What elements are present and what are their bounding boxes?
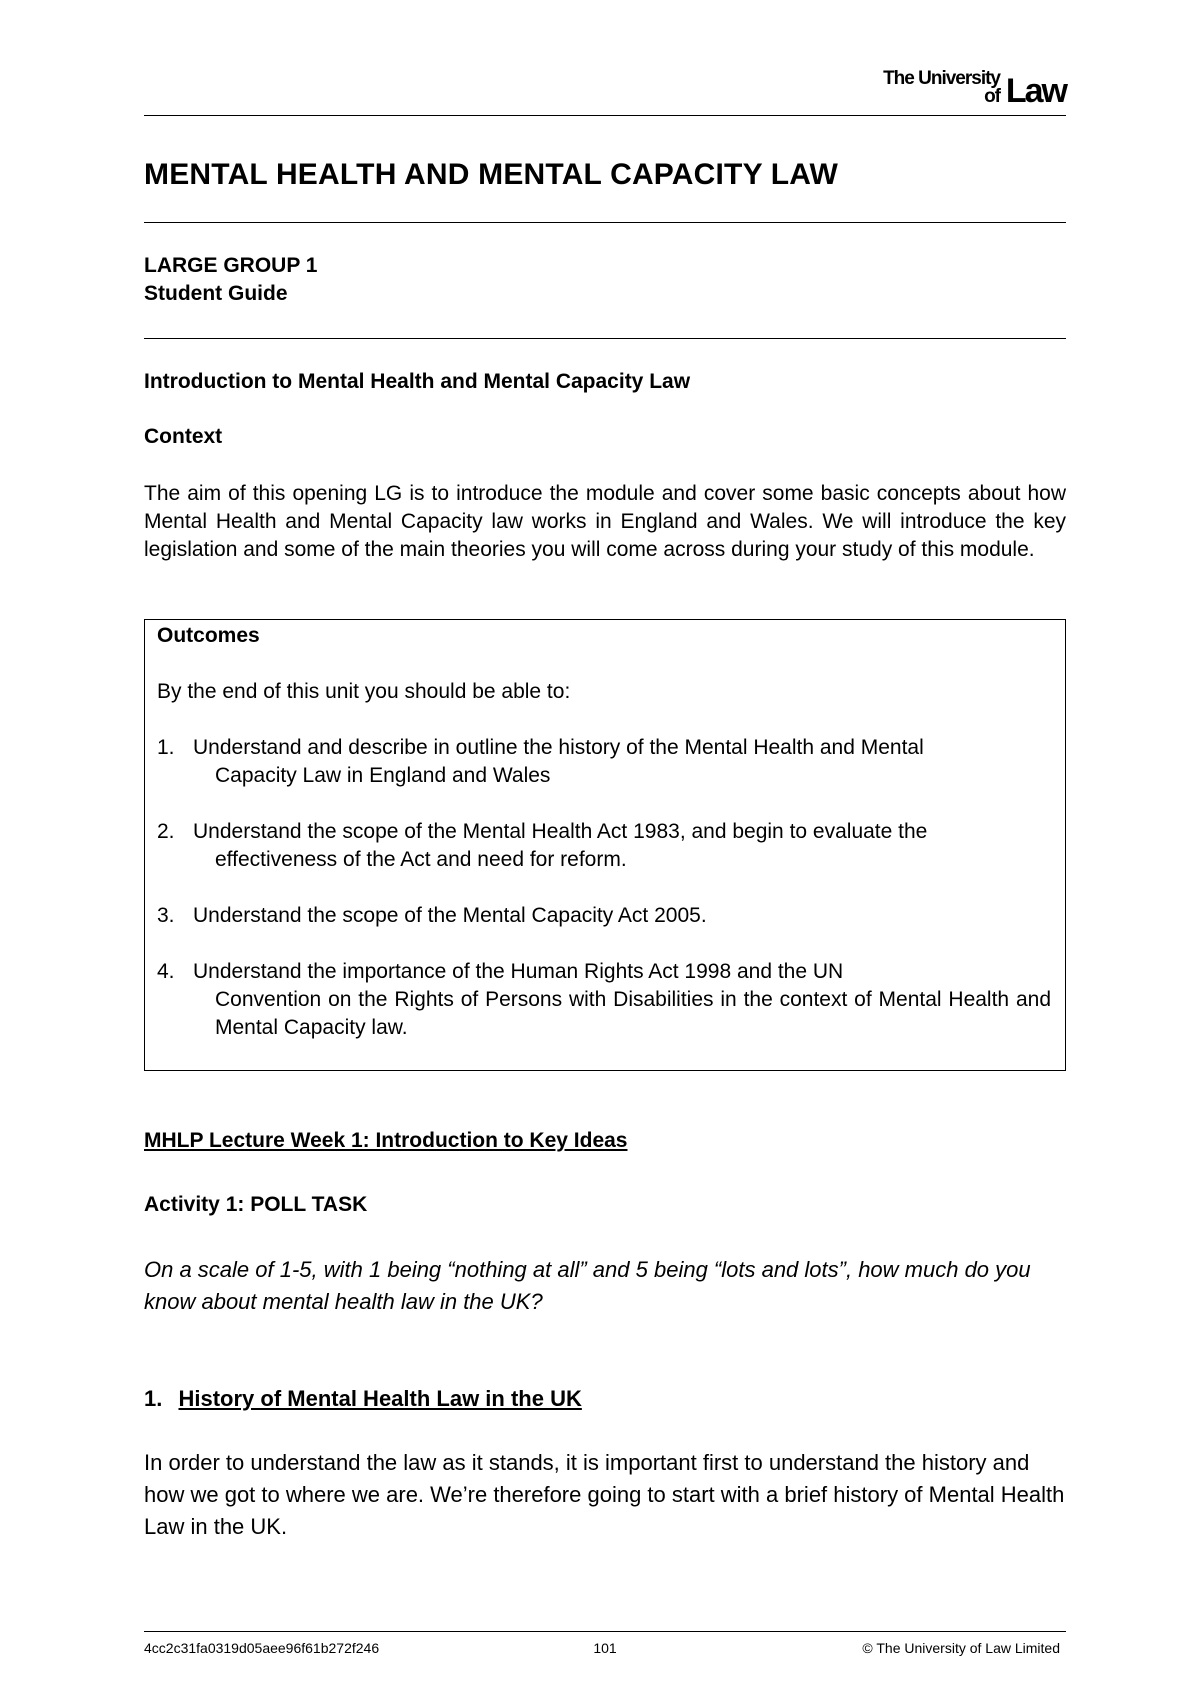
outcome-item [157, 734, 1051, 790]
outcome-text-continued: Convention on the Rights of Persons with Disabilities in the context of Mental Health and Mental Capacity law. [215, 988, 1051, 1039]
outcome-text: Understand the scope of the Mental Health Act 1983, and begin to evaluate the [193, 820, 928, 843]
outcome-text-continued: Capacity Law in England and Wales [215, 764, 551, 787]
document-title: MENTAL HEALTH AND MENTAL CAPACITY LAW [144, 158, 839, 191]
logo-law: Law [1005, 72, 1066, 110]
section-1-paragraph: In order to understand the law as it stands, it is important first to understand the history and how we got to where we are. We’re therefore going to start with a brief history of Mental Health Law in the UK. [144, 1450, 1065, 1539]
intro-heading: Introduction to Mental Health and Mental Capacity Law [144, 370, 691, 393]
outcome-text: Understand the scope of the Mental Capacity Act 2005. [193, 904, 707, 927]
outcomes-heading: Outcomes [157, 624, 260, 647]
footer-divider [144, 1631, 1066, 1632]
document-page [144, 0, 1066, 1696]
activity-heading: Activity 1: POLL TASK [144, 1193, 368, 1216]
outcomes-box [144, 619, 1066, 1071]
section-title: History of Mental Health Law in the UK [178, 1386, 582, 1411]
lecture-heading: MHLP Lecture Week 1: Introduction to Key Ideas [144, 1129, 628, 1152]
group-subtitle: Student Guide [144, 282, 288, 305]
logo-line1: The University [883, 68, 1000, 89]
outcome-text: Understand and describe in outline the history of the Mental Health and Mental [193, 736, 924, 759]
outcome-number: 1. [157, 736, 175, 759]
section-number: 1. [144, 1386, 163, 1411]
outcome-number: 2. [157, 820, 175, 843]
outcomes-lead: By the end of this unit you should be able to: [157, 680, 571, 703]
section-1-heading [144, 1386, 582, 1412]
context-heading: Context [144, 425, 223, 448]
copyright-notice: © The University of Law Limited [862, 1640, 1060, 1656]
context-paragraph: The aim of this opening LG is to introduce the module and cover some basic concepts about how Mental Health and Mental Capacity law works in England and Wales. We will introduce the key legislation and some of the main theories you will come across during your study of this module. [144, 482, 1066, 561]
activity-question: On a scale of 1-5, with 1 being “nothing at all” and 5 being “lots and lots”, how much do you know about mental health law in the UK? [144, 1257, 1031, 1314]
outcome-number: 3. [157, 904, 175, 927]
outcome-item [157, 818, 1051, 874]
university-logo [846, 66, 1066, 110]
document-code: 4cc2c31fa0319d05aee96f61b272f246 [144, 1640, 380, 1656]
group-divider [144, 338, 1066, 339]
title-divider [144, 222, 1066, 223]
outcome-number: 4. [157, 960, 175, 983]
outcome-item [157, 902, 1051, 930]
outcome-text: Understand the importance of the Human Rights Act 1998 and the UN [193, 960, 844, 983]
logo-of: of [984, 86, 1000, 107]
outcome-text-continued: effectiveness of the Act and need for reform. [215, 848, 627, 871]
header-divider [144, 115, 1066, 116]
group-label: LARGE GROUP 1 [144, 254, 318, 277]
page-number: 101 [593, 1640, 617, 1656]
outcome-item [157, 958, 1051, 1042]
